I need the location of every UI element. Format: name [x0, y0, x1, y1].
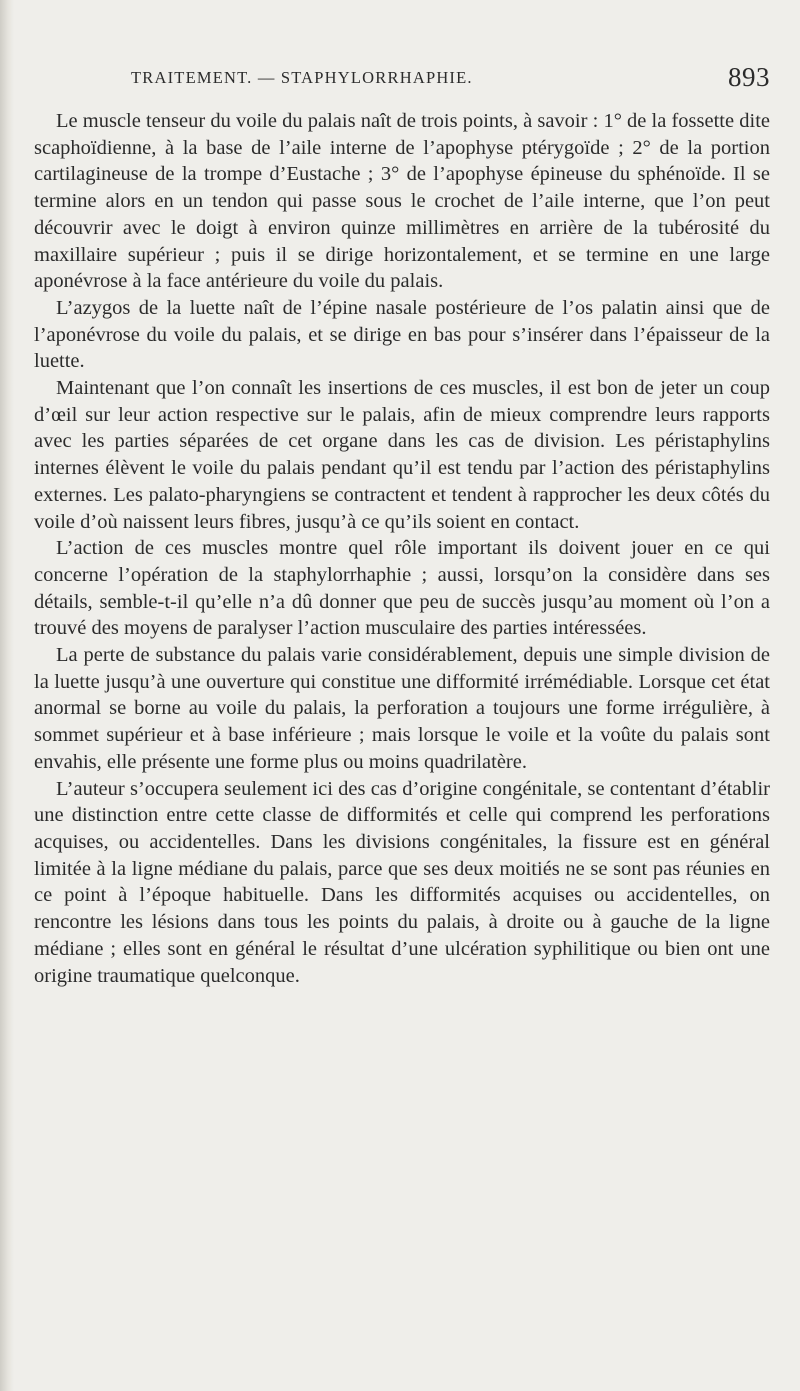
paragraph: L’action de ces muscles montre quel rôle important ils doivent jouer en ce qui concerne l’opération de la staphylorrhaphie ; aussi, lorsqu’on la considère dans ses détails, semble-t-il qu’elle n’a dû donner que peu de succès jusqu’au moment où l’on a trouvé des moyens de paralyser l’action musculaire des parties intéressées.	[34, 537, 770, 640]
running-title: TRAITEMENT. — STAPHYLORRHAPHIE.	[131, 68, 473, 87]
paragraph: La perte de substance du palais varie considérablement, depuis une simple division de la luette jusqu’à une ouverture qui constitue une difformité irrémédiable. Lorsque cet état anormal se borne au voile du palais, la perforation a toujours une forme irrégulière, à sommet supérieur et à base inférieure ; mais lorsque le voile et la voûte du palais sont envahis, elle présente une forme plus ou moins quadrilatère.	[34, 644, 770, 773]
book-page	[34, 0, 770, 989]
page-gutter-shadow	[0, 0, 14, 1391]
paragraph: L’auteur s’occupera seulement ici des cas d’origine congénitale, se contentant d’établir une distinction entre cette classe de difformités et celle qui comprend les perforations acquises, ou accidentelles. Dans les divisions congénitales, la fissure est en général limitée à la ligne médiane du palais, parce que ses deux moitiés ne se sont pas réunies en ce point à l’époque habituelle. Dans les difformités acquises ou accidentelles, on rencontre les lésions dans tous les points du palais, à droite ou à gauche de la ligne médiane ; elles sont en général le résultat d’une ulcération syphilitique ou bien ont une origine traumatique quelconque.	[34, 777, 770, 987]
paragraph: Maintenant que l’on connaît les insertions de ces muscles, il est bon de jeter un coup d’œil sur leur action respective sur le palais, afin de mieux comprendre leurs rapports avec les parties séparées de cet organe dans les cas de division. Les péristaphylins internes élèvent le voile du palais pendant qu’il est tendu par l’action des péristaphylins externes. Les palato-pharyngiens se contractent et tendent à rapprocher les deux côtés du voile d’où naissent leurs fibres, jusqu’à ce qu’ils soient en contact.	[34, 377, 770, 533]
body-text	[34, 108, 770, 989]
running-head	[34, 62, 770, 108]
paragraph: Le muscle tenseur du voile du palais naît de trois points, à savoir : 1° de la fossette dite scaphoïdienne, à la base de l’aile interne de l’apophyse ptérygoïde ; 2° de la portion cartilagineuse de la trompe d’Eustache ; 3° de l’apophyse épineuse du sphénoïde. Il se termine alors en un tendon qui passe sous le crochet de l’aile interne, que l’on peut découvrir avec le doigt à environ quinze millimètres en arrière de la tubérosité du maxillaire supérieur ; puis il se dirige horizontalement, et se termine en une large aponévrose à la face antérieure du voile du palais.	[34, 110, 770, 293]
paragraph: L’azygos de la luette naît de l’épine nasale postérieure de l’os palatin ainsi que de l’aponévrose du voile du palais, et se dirige en bas pour s’insérer dans l’épaisseur de la luette.	[34, 296, 770, 373]
page-number: 893	[728, 62, 770, 92]
